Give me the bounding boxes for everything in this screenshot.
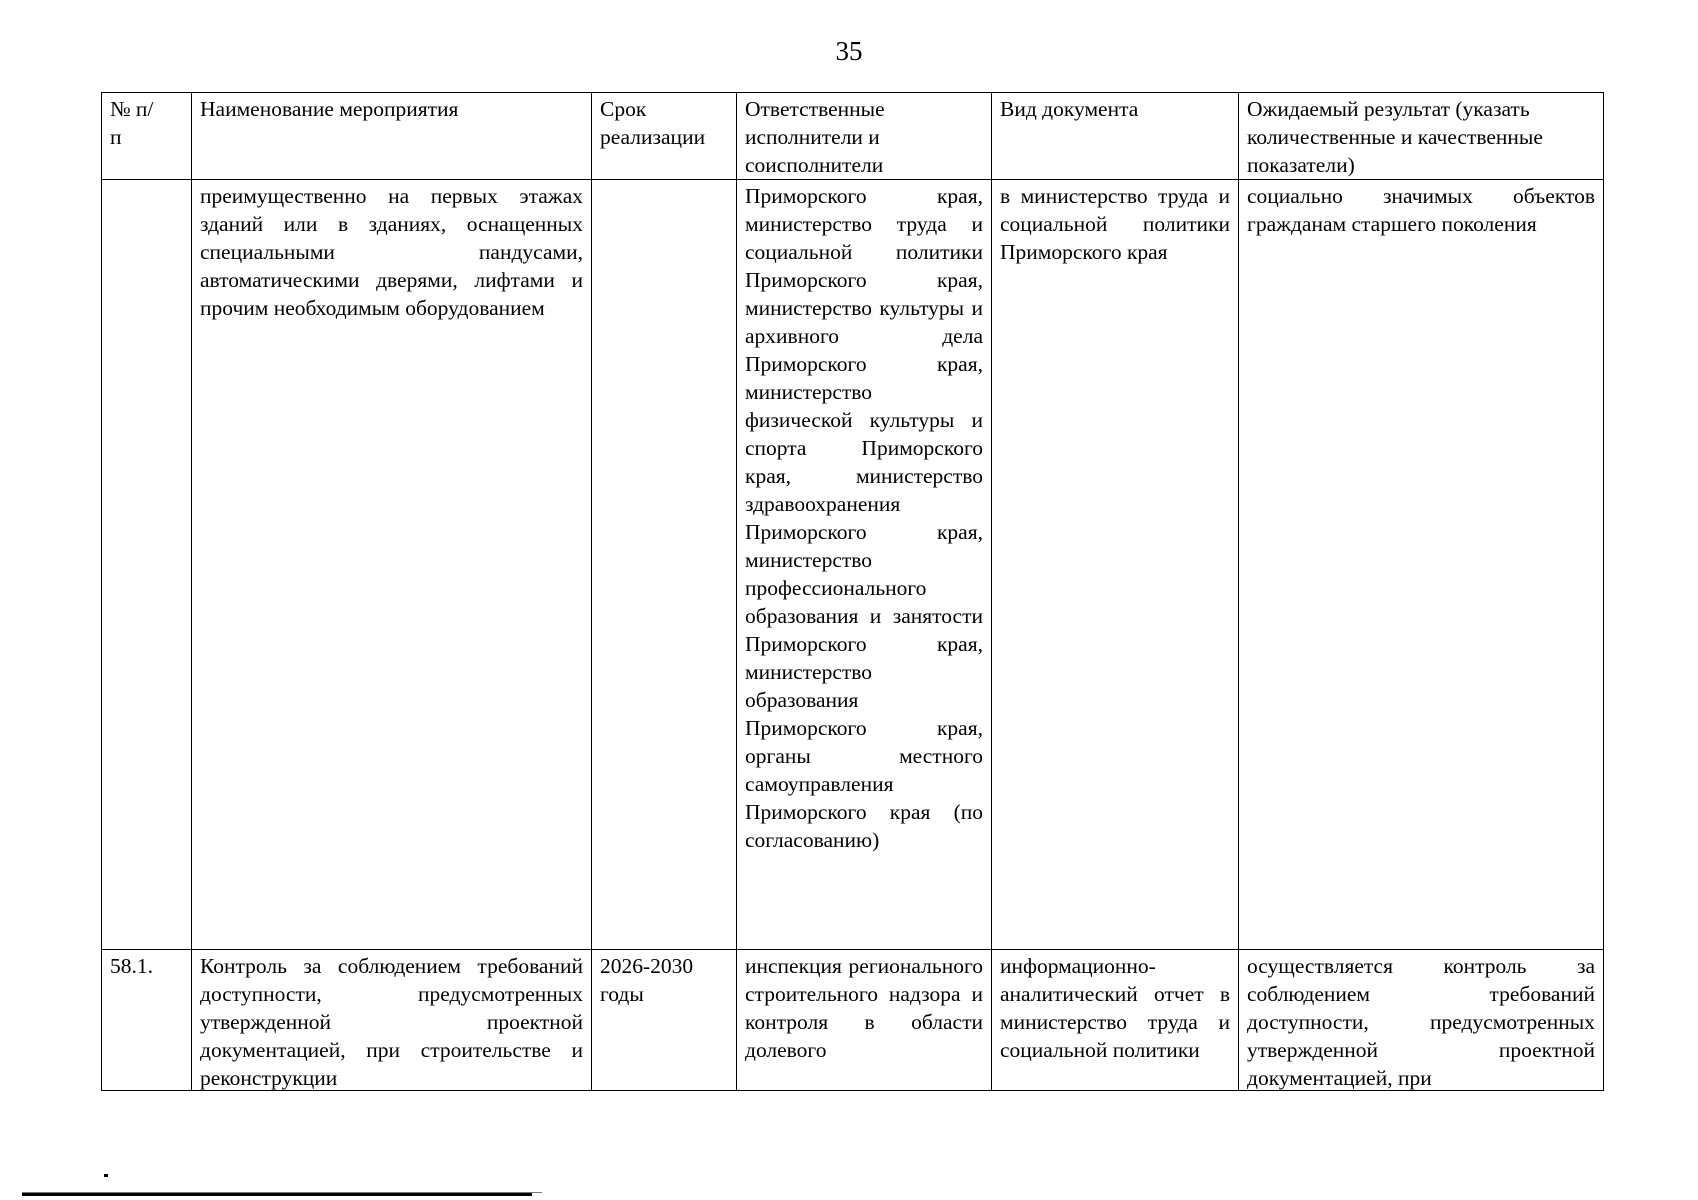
cell-term — [592, 180, 737, 950]
cell-term-text: 2026-2030 годы — [600, 954, 694, 1006]
cell-term — [592, 950, 737, 1091]
table-row — [102, 180, 1604, 950]
header-doc-type: Вид документа — [992, 93, 1239, 180]
header-num — [102, 93, 192, 180]
header-name: Наименование мероприятия — [192, 93, 592, 180]
header-result: Ожидаемый результат (указать количественные и качественные показатели) — [1239, 93, 1604, 180]
footnote-separator-thin — [22, 1192, 542, 1193]
cell-num — [102, 180, 192, 950]
cell-doc-type: в министерство труда и социальной политики Приморского края — [992, 180, 1239, 950]
header-executors: Ответственные исполнители и соисполнители — [737, 93, 992, 180]
table-row — [102, 950, 1604, 1091]
header-num-text: № п/п — [110, 97, 154, 149]
cell-result: социально значимых объектов гражданам старшего поколения — [1239, 180, 1604, 950]
cell-executors: Приморского края, министерство труда и социальной политики Приморского края, министерство культуры и архивного дела Приморского края, министерство физической культуры и спорта Приморского края, министерство здравоохранения Приморского края, министерство профессионального образования и занятости Приморского края, министерство образования Приморского края, органы местного самоуправления Приморского края (по согласованию) — [737, 180, 992, 950]
cell-name: преимущественно на первых этажах зданий или в зданиях, оснащенных специальными пандусами, автоматическими дверями, лифтами и прочим необходимым оборудованием — [192, 180, 592, 950]
cell-num — [102, 950, 192, 1091]
cell-num-text: 58.1. — [110, 954, 153, 978]
cell-name-text: Контроль за соблюдением требований доступности, предусмотренных утвержденной проектной документацией, при строительстве и реконструкции — [200, 954, 583, 1090]
cell-doc-type — [992, 950, 1239, 1091]
plan-table — [101, 92, 1604, 1091]
cell-name — [192, 950, 592, 1091]
header-term: Срок реализации — [592, 93, 737, 180]
cell-executors — [737, 950, 992, 1091]
cell-result — [1239, 950, 1604, 1091]
footnote-dot — [104, 1174, 108, 1177]
page-number: 35 — [835, 36, 863, 66]
cell-doc-type-text: информационно-аналитический отчет в министерство труда и социальной политики — [1000, 954, 1230, 1062]
table-header-row — [102, 93, 1604, 180]
cell-result-text: осуществляется контроль за соблюдением требований доступности, предусмотренных утвержденной проектной документацией, при — [1247, 954, 1595, 1090]
cell-executors-text: инспекция регионального строительного надзора и контроля в области долевого — [745, 954, 983, 1062]
